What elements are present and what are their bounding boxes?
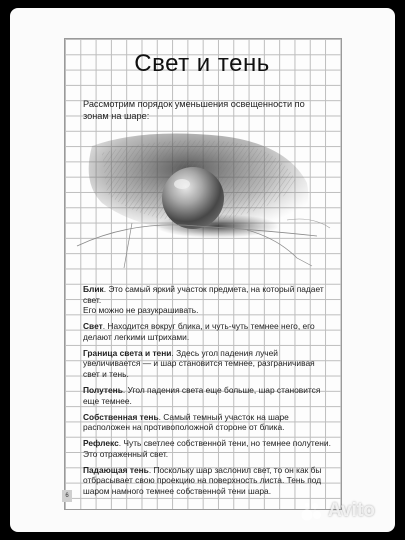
paragraph-reflex: Рефлекс. Чуть светлее собственной тени, но темнее полутени. Это отраженный свет.: [83, 438, 331, 459]
intro-text: Рассмотрим порядок уменьшения освещенности по зонам на шаре:: [83, 99, 305, 121]
watermark-text: Avito: [328, 500, 375, 521]
avito-logo-icon: [300, 500, 324, 522]
avito-watermark: [300, 500, 375, 522]
paragraph-light-shadow-border: Граница света и тени. Здесь угол падения лучей увеличивается — и шар становится темнее, разграничивая свет и тень.: [83, 347, 315, 379]
paragraph-highlight: Блик. Это самый яркий участок предмета, на который падает свет. Его можно не разукрашивать.: [83, 284, 324, 316]
paragraph-halftone: Полутень. Угол падения света еще больше, шар становится еще темнее.: [83, 384, 321, 406]
page-number: 6: [62, 490, 72, 502]
page-title: Свет и тень: [134, 50, 270, 77]
paragraph-cast-shadow: Падающая тень. Поскольку шар заслонил свет, то он как бы отбрасывает свою проекцию на поверхность листа. Тень под шаром намного темнее собственной тени шара.: [83, 464, 322, 496]
paragraph-light: Свет. Находится вокруг блика, и чуть-чуть темнее него, его делают легкими штрихами.: [83, 321, 315, 342]
text-block: [83, 284, 333, 502]
sphere-drawing: [72, 128, 334, 278]
paragraph-own-shadow: Собственная тень. Самый темный участок на шаре расположен на противоположной стороне от блика.: [83, 411, 289, 433]
